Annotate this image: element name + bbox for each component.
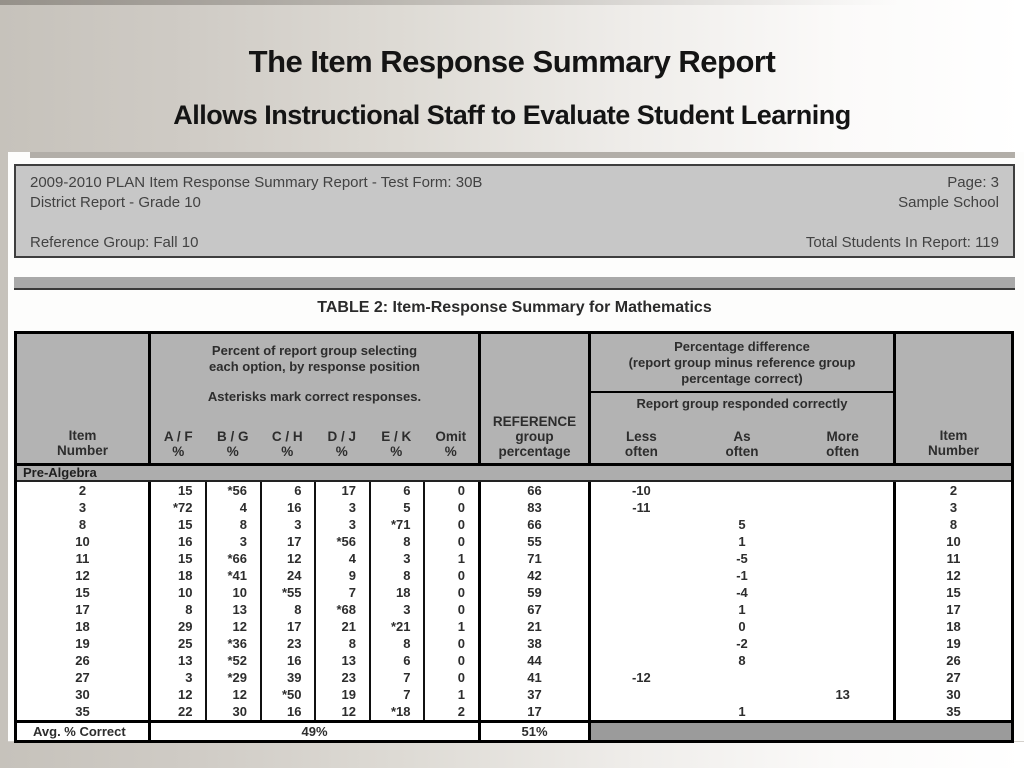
- spacer: [30, 213, 482, 233]
- report-header-left: [30, 173, 482, 253]
- cell-item-number-right: 11: [946, 551, 961, 566]
- cell-item-number-right: 18: [946, 619, 961, 634]
- cell-ch-percent: 12: [260, 550, 315, 567]
- cell-reference-percentage: 44: [481, 652, 591, 669]
- cell-more-often: [792, 499, 893, 516]
- column-header-bg: B / G %: [216, 429, 249, 459]
- table-row: [17, 516, 1011, 533]
- table-row: [17, 550, 1011, 567]
- average-row-label: Avg. % Correct: [17, 723, 151, 740]
- cell-ch-percent: 6: [260, 482, 315, 499]
- total-students: Total Students In Report: 119: [805, 234, 999, 251]
- slide-subtitle: Allows Instructional Staff to Evaluate Student Learning: [173, 100, 851, 130]
- difference-subheader: Report group responded correctly: [636, 396, 848, 411]
- cell-ek-percent: 7: [369, 669, 424, 686]
- report-page: [8, 152, 1024, 742]
- cell-more-often: [792, 550, 893, 567]
- cell-dj-percent: 7: [314, 584, 369, 601]
- cell-af-percent: 16: [178, 534, 193, 549]
- table-row: [17, 618, 1011, 635]
- column-header-item-number-left: Item Number: [17, 334, 151, 463]
- cell-af-percent: *72: [172, 500, 193, 515]
- cell-item-number-left: 30: [17, 686, 151, 703]
- cell-group-options: [151, 482, 481, 499]
- difference-description: Percentage difference (report group minus reference group percentage correct): [591, 334, 893, 393]
- cell-bg-percent: 12: [205, 618, 260, 635]
- cell-group-options: [151, 635, 481, 652]
- cell-ek-percent: 7: [369, 686, 424, 703]
- page-number: Page: 3: [947, 174, 999, 191]
- cell-reference-percentage: 66: [481, 482, 591, 499]
- cell-bg-percent: 3: [205, 533, 260, 550]
- table-body: [17, 482, 1011, 720]
- cell-group-options: [151, 550, 481, 567]
- column-header-af: A / F %: [163, 429, 193, 459]
- cell-bg-percent: 12: [205, 686, 260, 703]
- cell-item-number-right: 3: [949, 500, 958, 515]
- cell-ch-percent: *50: [260, 686, 315, 703]
- section-header-difference: [591, 334, 896, 463]
- cell-ch-percent: 17: [260, 533, 315, 550]
- table-title: TABLE 2: Item-Response Summary for Mathematics: [317, 299, 712, 316]
- divider-bar: [14, 277, 1015, 290]
- cell-less-often: [591, 584, 692, 601]
- table-row: [17, 584, 1011, 601]
- cell-ch-percent: 23: [260, 635, 315, 652]
- cell-af-percent: 8: [185, 602, 193, 617]
- cell-as-often: 5: [738, 517, 746, 532]
- cell-item-number-left: 18: [17, 618, 151, 635]
- cell-dj-percent: 8: [314, 635, 369, 652]
- cell-bg-percent: *56: [205, 482, 260, 499]
- cell-ch-percent: *55: [260, 584, 315, 601]
- asterisk-note: Asterisks mark correct responses.: [207, 389, 422, 404]
- cell-reference-percentage: 41: [481, 669, 591, 686]
- cell-dj-percent: 12: [314, 703, 369, 720]
- report-header-right: [806, 173, 999, 253]
- cell-ch-percent: 3: [260, 516, 315, 533]
- difference-column-labels: [591, 429, 893, 463]
- cell-ek-percent: 8: [369, 635, 424, 652]
- cell-reference-percentage: 71: [481, 550, 591, 567]
- slide-top-shade: [0, 0, 1024, 5]
- table-row: [17, 686, 1011, 703]
- section-header-options: [151, 334, 481, 463]
- cell-more-often: [792, 635, 893, 652]
- cell-ek-percent: 18: [369, 584, 424, 601]
- cell-reference-percentage: 55: [481, 533, 591, 550]
- cell-as-often: 8: [738, 653, 746, 668]
- cell-more-often: [792, 482, 893, 499]
- average-row: [17, 720, 1011, 740]
- report-scope-line: District Report - Grade 10: [30, 194, 201, 211]
- cell-group-difference: [591, 533, 896, 550]
- cell-ch-percent: 16: [260, 703, 315, 720]
- cell-ek-percent: *71: [369, 516, 424, 533]
- item-response-table: [14, 331, 1014, 743]
- cell-group-difference: [591, 584, 896, 601]
- cell-dj-percent: 17: [314, 482, 369, 499]
- cell-less-often: [591, 533, 692, 550]
- table-row: [17, 499, 1011, 516]
- cell-item-number-left: 27: [17, 669, 151, 686]
- cell-group-options: [151, 618, 481, 635]
- cell-dj-percent: *68: [314, 601, 369, 618]
- cell-bg-percent: 10: [205, 584, 260, 601]
- cell-af-percent: 15: [178, 517, 193, 532]
- cell-item-number-right: 17: [946, 602, 961, 617]
- cell-reference-percentage: 17: [481, 703, 591, 720]
- cell-as-often: -1: [736, 568, 748, 583]
- cell-item-number-right: 8: [949, 517, 958, 532]
- cell-omit-percent: 0: [423, 601, 478, 618]
- cell-bg-percent: 13: [205, 601, 260, 618]
- cell-ek-percent: 8: [369, 567, 424, 584]
- cell-group-difference: [591, 686, 896, 703]
- cell-as-often: -5: [736, 551, 748, 566]
- table-header: [17, 334, 1011, 466]
- cell-more-often: [792, 669, 893, 686]
- cell-ch-percent: 8: [260, 601, 315, 618]
- cell-less-often: [591, 567, 692, 584]
- column-header-less-often: Less often: [624, 429, 658, 459]
- cell-af-percent: 12: [178, 687, 193, 702]
- cell-item-number-right: 30: [946, 687, 961, 702]
- cell-reference-percentage: 83: [481, 499, 591, 516]
- cell-ek-percent: 8: [369, 533, 424, 550]
- cell-af-percent: 13: [178, 653, 193, 668]
- cell-dj-percent: 21: [314, 618, 369, 635]
- cell-ek-percent: 3: [369, 550, 424, 567]
- cell-item-number-right: 10: [946, 534, 961, 549]
- cell-af-percent: 15: [178, 483, 193, 498]
- cell-group-difference: [591, 652, 896, 669]
- cell-group-difference: [591, 550, 896, 567]
- cell-item-number-left: 10: [17, 533, 151, 550]
- cell-bg-percent: *52: [205, 652, 260, 669]
- cell-ch-percent: 16: [260, 499, 315, 516]
- table-row: [17, 482, 1011, 499]
- options-description: Percent of report group selecting each option, by response position: [209, 343, 420, 374]
- column-header-as-often: As often: [725, 429, 759, 459]
- cell-item-number-left: 8: [17, 516, 151, 533]
- table-row: [17, 652, 1011, 669]
- cell-bg-percent: 4: [205, 499, 260, 516]
- average-reference-value: 51%: [481, 723, 591, 740]
- cell-group-difference: [591, 567, 896, 584]
- table-row: [17, 567, 1011, 584]
- cell-dj-percent: 4: [314, 550, 369, 567]
- cell-omit-percent: 0: [423, 482, 478, 499]
- cell-item-number-right: 12: [946, 568, 961, 583]
- table-row: [17, 703, 1011, 720]
- cell-less-often: [591, 516, 692, 533]
- cell-dj-percent: 19: [314, 686, 369, 703]
- cell-af-percent: 22: [178, 704, 193, 719]
- cell-item-number-left: 2: [17, 482, 151, 499]
- cell-bg-percent: 8: [205, 516, 260, 533]
- cell-omit-percent: 1: [423, 686, 478, 703]
- cell-omit-percent: 1: [423, 618, 478, 635]
- cell-reference-percentage: 42: [481, 567, 591, 584]
- cell-more-often: [792, 652, 893, 669]
- cell-ek-percent: 5: [369, 499, 424, 516]
- cell-omit-percent: 0: [423, 669, 478, 686]
- option-column-labels: [151, 429, 478, 463]
- cell-group-options: [151, 669, 481, 686]
- cell-less-often: [591, 703, 692, 720]
- school-name: Sample School: [898, 194, 999, 211]
- cell-group-difference: [591, 516, 896, 533]
- cell-af-percent: 10: [178, 585, 193, 600]
- cell-ek-percent: 6: [369, 482, 424, 499]
- cell-omit-percent: 0: [423, 516, 478, 533]
- cell-item-number-left: 12: [17, 567, 151, 584]
- cell-item-number-left: 35: [17, 703, 151, 720]
- column-header-omit: Omit %: [435, 429, 467, 459]
- cell-dj-percent: 23: [314, 669, 369, 686]
- cell-bg-percent: *36: [205, 635, 260, 652]
- cell-as-often: [692, 686, 793, 703]
- cell-dj-percent: 9: [314, 567, 369, 584]
- cell-group-options: [151, 686, 481, 703]
- cell-af-percent: 3: [185, 670, 193, 685]
- cell-less-often: [591, 618, 692, 635]
- cell-group-options: [151, 601, 481, 618]
- cell-more-often: [792, 516, 893, 533]
- average-row-shaded-cell: [591, 723, 1011, 740]
- cell-less-often: -10: [631, 483, 651, 498]
- column-header-more-often: More often: [826, 429, 860, 459]
- cell-ch-percent: 17: [260, 618, 315, 635]
- cell-group-difference: [591, 499, 896, 516]
- cell-ch-percent: 39: [260, 669, 315, 686]
- cell-more-often: [792, 618, 893, 635]
- cell-ek-percent: *18: [369, 703, 424, 720]
- cell-ek-percent: *21: [369, 618, 424, 635]
- cell-group-options: [151, 567, 481, 584]
- cell-bg-percent: *29: [205, 669, 260, 686]
- cell-group-options: [151, 533, 481, 550]
- column-header-item-number-right: Item Number: [927, 428, 979, 458]
- cell-bg-percent: *41: [205, 567, 260, 584]
- cell-omit-percent: 0: [423, 533, 478, 550]
- cell-group-options: [151, 584, 481, 601]
- cell-af-percent: 25: [178, 636, 193, 651]
- cell-group-difference: [591, 669, 896, 686]
- cell-dj-percent: *56: [314, 533, 369, 550]
- cell-item-number-left: 15: [17, 584, 151, 601]
- cell-group-difference: [591, 703, 896, 720]
- cell-ek-percent: 3: [369, 601, 424, 618]
- reference-group-line: Reference Group: Fall 10: [30, 234, 199, 251]
- cell-af-percent: 18: [178, 568, 193, 583]
- cell-as-often: 1: [738, 534, 746, 549]
- cell-group-difference: [591, 635, 896, 652]
- cell-more-often: [792, 703, 893, 720]
- column-header-dj: D / J %: [327, 429, 356, 459]
- cell-group-difference: [591, 482, 896, 499]
- cell-item-number-left: 19: [17, 635, 151, 652]
- cell-more-often: [792, 533, 893, 550]
- column-header-reference: REFERENCE group percentage: [481, 334, 591, 463]
- cell-omit-percent: 0: [423, 567, 478, 584]
- cell-af-percent: 15: [178, 551, 193, 566]
- cell-less-often: [591, 652, 692, 669]
- cell-ek-percent: 6: [369, 652, 424, 669]
- slide-title: The Item Response Summary Report: [248, 44, 776, 79]
- cell-bg-percent: *66: [205, 550, 260, 567]
- cell-reference-percentage: 38: [481, 635, 591, 652]
- cell-reference-percentage: 59: [481, 584, 591, 601]
- cell-as-often: 1: [738, 602, 746, 617]
- cell-as-often: [692, 499, 793, 516]
- cell-omit-percent: 0: [423, 499, 478, 516]
- cell-reference-percentage: 21: [481, 618, 591, 635]
- cell-omit-percent: 0: [423, 635, 478, 652]
- column-header-ch: C / H %: [271, 429, 303, 459]
- cell-more-often: [792, 601, 893, 618]
- cell-item-number-right: 27: [946, 670, 961, 685]
- table-row: [17, 635, 1011, 652]
- table-row: [17, 669, 1011, 686]
- cell-less-often: -11: [632, 500, 651, 515]
- cell-item-number-right: 19: [946, 636, 961, 651]
- cell-group-options: [151, 499, 481, 516]
- cell-omit-percent: 0: [423, 652, 478, 669]
- section-band-pre-algebra: Pre-Algebra: [17, 466, 1011, 482]
- report-header-box: [14, 164, 1015, 258]
- cell-less-often: [591, 635, 692, 652]
- cell-as-often: -4: [736, 585, 748, 600]
- table-row: [17, 601, 1011, 618]
- cell-af-percent: 29: [178, 619, 193, 634]
- cell-bg-percent: 30: [205, 703, 260, 720]
- cell-dj-percent: 13: [314, 652, 369, 669]
- cell-as-often: 1: [738, 704, 746, 719]
- cell-less-often: [591, 686, 692, 703]
- report-title-line: 2009-2010 PLAN Item Response Summary Report - Test Form: 30B: [30, 174, 483, 191]
- cell-reference-percentage: 66: [481, 516, 591, 533]
- cell-omit-percent: 2: [423, 703, 478, 720]
- cell-group-options: [151, 516, 481, 533]
- cell-group-difference: [591, 618, 896, 635]
- cell-omit-percent: 0: [423, 584, 478, 601]
- column-header-ek: E / K %: [381, 429, 412, 459]
- cell-item-number-left: 11: [17, 550, 151, 567]
- cell-item-number-right: 15: [946, 585, 961, 600]
- page-edge-strip: [30, 152, 1015, 158]
- cell-dj-percent: 3: [314, 499, 369, 516]
- spacer: [806, 213, 999, 233]
- cell-omit-percent: 1: [423, 550, 478, 567]
- table-row: [17, 533, 1011, 550]
- cell-ch-percent: 24: [260, 567, 315, 584]
- cell-ch-percent: 16: [260, 652, 315, 669]
- cell-as-often: 0: [738, 619, 746, 634]
- cell-dj-percent: 3: [314, 516, 369, 533]
- cell-less-often: [591, 550, 692, 567]
- cell-more-often: [792, 567, 893, 584]
- cell-more-often: 13: [835, 687, 850, 702]
- cell-more-often: [792, 584, 893, 601]
- cell-as-often: [692, 482, 793, 499]
- cell-item-number-left: 26: [17, 652, 151, 669]
- cell-less-often: [591, 601, 692, 618]
- cell-group-difference: [591, 601, 896, 618]
- cell-as-often: -2: [736, 636, 748, 651]
- cell-item-number-right: 2: [949, 483, 958, 498]
- cell-group-options: [151, 703, 481, 720]
- cell-item-number-left: 3: [17, 499, 151, 516]
- average-options-value: 49%: [151, 723, 481, 740]
- cell-group-options: [151, 652, 481, 669]
- cell-item-number-right: 26: [946, 653, 961, 668]
- cell-as-often: [692, 669, 793, 686]
- cell-reference-percentage: 37: [481, 686, 591, 703]
- cell-reference-percentage: 67: [481, 601, 591, 618]
- cell-less-often: -12: [631, 670, 651, 685]
- cell-item-number-right: 35: [946, 704, 961, 719]
- cell-item-number-left: 17: [17, 601, 151, 618]
